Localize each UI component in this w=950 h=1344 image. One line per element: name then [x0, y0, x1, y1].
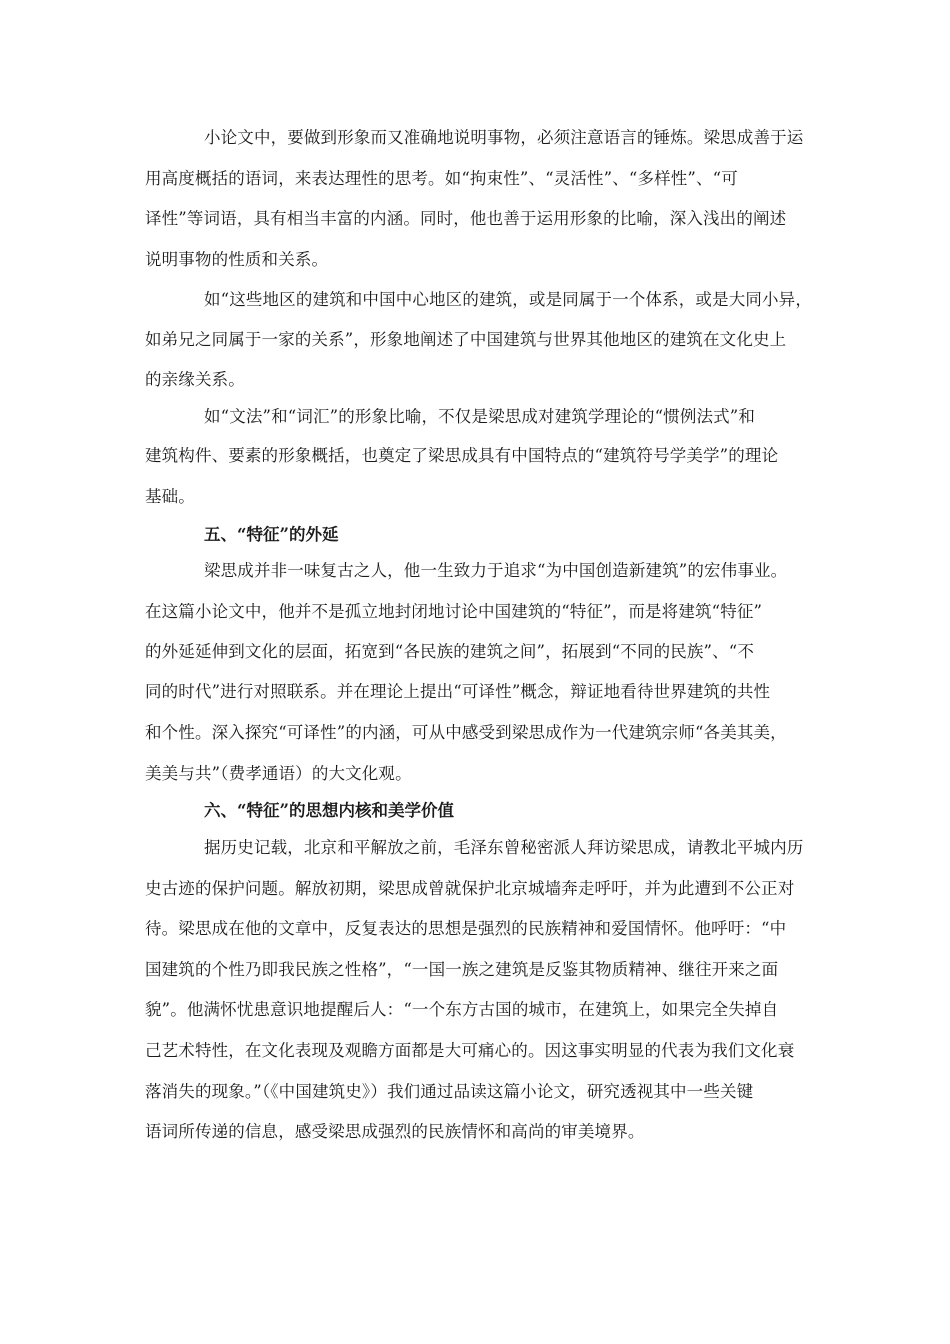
paragraph-line: 的亲缘关系。 — [145, 370, 245, 389]
section-heading: 六、“特征”的思想内核和美学价值 — [204, 801, 454, 820]
paragraph-line: 落消失的现象。”（《中国建筑史》）我们通过品读这篇小论文，研究透视其中一些关键 — [145, 1082, 754, 1101]
paragraph-line: 美美与共”（费孝通语）的大文化观。 — [145, 764, 412, 783]
paragraph-line: 语词所传递的信息，感受梁思成强烈的民族情怀和高尚的审美境界。 — [145, 1122, 645, 1141]
paragraph-line: 貌”。他满怀忧患意识地提醒后人：“一个东方古国的城市，在建筑上，如果完全失掉自 — [145, 1000, 779, 1019]
section-heading: 五、“特征”的外延 — [204, 525, 339, 544]
paragraph-line: 译性”等词语，具有相当丰富的内涵。同时，他也善于运用形象的比喻，深入浅出的阐述 — [145, 209, 787, 228]
paragraph-line: 待。梁思成在他的文章中，反复表达的思想是强烈的民族精神和爱国情怀。他呼吁：“中 — [145, 919, 787, 938]
paragraph-line: 国建筑的个性乃即我民族之性格”，“一国一族之建筑是反鉴其物质精神、继往开来之面 — [145, 960, 779, 979]
paragraph-line: 据历史记载，北京和平解放之前，毛泽东曾秘密派人拜访梁思成，请教北平城内历 — [204, 838, 804, 857]
paragraph-line: 和个性。深入探究“可译性”的内涵，可从中感受到梁思成作为一代建筑宗师“各美其美， — [145, 723, 787, 742]
paragraph-line: 用高度概括的语词，来表达理性的思考。如“拘束性”、“灵活性”、“多样性”、“可 — [145, 169, 738, 188]
paragraph-line: 建筑构件、要素的形象概括，也奠定了梁思成具有中国特点的“建筑符号学美学”的理论 — [145, 446, 779, 465]
paragraph-line: 在这篇小论文中，他并不是孤立地封闭地讨论中国建筑的“特征”，而是将建筑“特征” — [145, 602, 763, 621]
paragraph-line: 如“文法”和“词汇”的形象比喻，不仅是梁思成对建筑学理论的“惯例法式”和 — [204, 407, 756, 426]
paragraph-line: 同的时代”进行对照联系。并在理论上提出“可译性”概念，辩证地看待世界建筑的共性 — [145, 682, 771, 701]
paragraph-line: 如“这些地区的建筑和中国中心地区的建筑，或是同属于一个体系，或是大同小异， — [204, 290, 812, 309]
paragraph-line: 如弟兄之同属于一家的关系”，形象地阐述了中国建筑与世界其他地区的建筑在文化史上 — [145, 330, 787, 349]
paragraph-line: 的外延延伸到文化的层面，拓宽到“各民族的建筑之间”，拓展到“不同的民族”、“不 — [145, 642, 755, 661]
paragraph-line: 史古迹的保护问题。解放初期，梁思成曾就保护北京城墙奔走呼吁，并为此遭到不公正对 — [145, 879, 795, 898]
paragraph-line: 说明事物的性质和关系。 — [145, 250, 329, 269]
paragraph-line: 基础。 — [145, 487, 195, 506]
paragraph-line: 小论文中，要做到形象而又准确地说明事物，必须注意语言的锤炼。梁思成善于运 — [204, 128, 804, 147]
paragraph-line: 梁思成并非一味复古之人，他一生致力于追求“为中国创造新建筑”的宏伟事业。 — [204, 561, 788, 580]
paragraph-line: 己艺术特性，在文化表现及观瞻方面都是大可痛心的。因这事实明显的代表为我们文化衰 — [145, 1041, 795, 1060]
